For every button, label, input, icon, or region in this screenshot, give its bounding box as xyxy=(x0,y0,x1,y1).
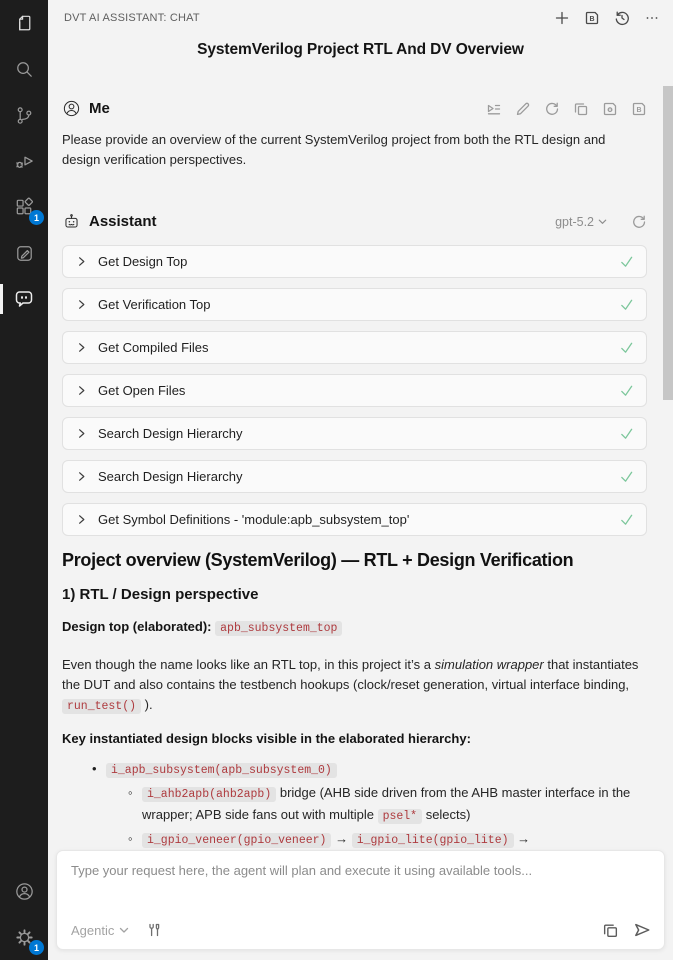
code-chip: psel* xyxy=(378,809,423,824)
copy-message-button[interactable] xyxy=(572,100,589,117)
tool-call-get-compiled-files[interactable]: Get Compiled Files xyxy=(62,331,647,364)
chat-panel xyxy=(48,0,673,960)
svg-text:B: B xyxy=(635,106,642,114)
speech-bubble-robot-icon xyxy=(12,287,36,311)
retry-icon xyxy=(631,214,647,230)
chevron-right-icon xyxy=(75,513,88,526)
sidebar-item-source-control[interactable] xyxy=(0,92,48,138)
check-icon xyxy=(619,469,634,484)
save-markdown-button[interactable] xyxy=(630,100,647,117)
send-button[interactable] xyxy=(632,920,652,940)
assistant-avatar xyxy=(62,212,81,231)
tool-call-get-design-top[interactable]: Get Design Top xyxy=(62,245,647,278)
mode-selector[interactable] xyxy=(71,923,130,938)
panel-title: DVT AI ASSISTANT: CHAT xyxy=(64,12,200,24)
play-with-bug-icon xyxy=(13,150,36,173)
panel-titlebar xyxy=(48,0,673,29)
copy-icon xyxy=(602,922,619,939)
tool-call-get-symbol-definitions[interactable]: Get Symbol Definitions - 'module:apb_subsystem_top' xyxy=(62,503,647,536)
chevron-right-icon xyxy=(75,384,88,397)
activity-bar xyxy=(0,0,48,960)
key-blocks-heading: Key instantiated design blocks visible in the elaborated hierarchy: xyxy=(62,731,471,746)
plus-icon xyxy=(554,10,570,26)
design-top-line: Design top (elaborated): apb_subsystem_top xyxy=(62,617,647,639)
files-icon xyxy=(13,12,36,35)
more-actions-button[interactable] xyxy=(643,9,661,27)
ellipsis-icon xyxy=(644,10,660,26)
run-from-here-icon xyxy=(486,101,502,117)
floppy-b-icon xyxy=(631,101,647,117)
code-chip: run_test() xyxy=(62,699,141,714)
code-chip: i_apb_subsystem(apb_subsystem_0) xyxy=(106,763,337,778)
response-paragraph: Even though the name looks like an RTL top, in this project it’s a simulation wrapper that instantiates the DUT and also contains the testbench hookups (clock/reset generation, virtual interface binding, run_test() ). xyxy=(62,657,639,713)
retry-icon xyxy=(544,101,560,117)
model-selector[interactable] xyxy=(555,215,608,229)
tool-call-search-design-hierarchy-2[interactable]: Search Design Hierarchy xyxy=(62,460,647,493)
mode-label: Agentic xyxy=(71,922,115,938)
prompt-input[interactable] xyxy=(57,851,664,901)
person-circle-icon xyxy=(62,99,81,118)
tools-icon xyxy=(146,922,162,938)
history-icon xyxy=(614,10,630,26)
regenerate-button[interactable] xyxy=(630,213,647,230)
check-icon xyxy=(619,297,634,312)
chevron-right-icon xyxy=(75,298,88,311)
chevron-down-icon xyxy=(118,924,130,936)
svg-text:B: B xyxy=(589,15,595,23)
check-icon xyxy=(619,426,634,441)
assistant-message-header xyxy=(62,212,647,231)
new-chat-button[interactable] xyxy=(553,9,571,27)
user-message-text: Please provide an overview of the current SystemVerilog project from both the RTL design and design verification perspectives. xyxy=(62,132,606,167)
tool-call-search-design-hierarchy-1[interactable]: Search Design Hierarchy xyxy=(62,417,647,450)
chevron-down-icon xyxy=(597,216,608,227)
code-chip: apb_subsystem_top xyxy=(215,621,342,636)
model-label: gpt-5.2 xyxy=(555,214,594,229)
list-item xyxy=(92,759,647,781)
pencil-icon xyxy=(515,101,531,117)
run-from-here-button[interactable] xyxy=(485,100,502,117)
check-icon xyxy=(619,512,634,527)
git-branch-icon xyxy=(13,104,36,127)
chat-session-title: SystemVerilog Project RTL And DV Overview xyxy=(197,41,524,58)
check-icon xyxy=(619,254,634,269)
sidebar-item-dvt-chat[interactable] xyxy=(0,276,48,322)
save-chat-button[interactable] xyxy=(583,9,601,27)
chevron-right-icon xyxy=(75,255,88,268)
copy-prompt-button[interactable] xyxy=(600,920,620,940)
copy-icon xyxy=(573,101,589,117)
retry-button[interactable] xyxy=(543,100,560,117)
tools-button[interactable] xyxy=(146,922,162,938)
sidebar-item-run-debug[interactable] xyxy=(0,138,48,184)
activity-bar-spacer xyxy=(0,322,48,868)
sidebar-item-extensions[interactable] xyxy=(0,184,48,230)
extensions-badge: 1 xyxy=(29,210,44,225)
robot-icon xyxy=(62,212,81,231)
user-author-label: Me xyxy=(89,100,110,117)
assistant-author-label: Assistant xyxy=(89,213,157,230)
sidebar-item-explorer[interactable] xyxy=(0,0,48,46)
save-html-button[interactable] xyxy=(601,100,618,117)
code-chip: i_gpio_lite(gpio_lite) xyxy=(352,833,514,848)
prompt-input-card xyxy=(56,850,665,950)
sidebar-item-notes[interactable] xyxy=(0,230,48,276)
tool-call-get-open-files[interactable]: Get Open Files xyxy=(62,374,647,407)
person-circle-icon xyxy=(13,880,36,903)
check-icon xyxy=(619,340,634,355)
floppy-b-icon xyxy=(584,10,600,26)
input-footer xyxy=(71,920,652,940)
response-subheading: 1) RTL / Design perspective xyxy=(62,586,259,603)
chevron-right-icon xyxy=(75,341,88,354)
chat-body xyxy=(48,99,673,874)
check-icon xyxy=(619,383,634,398)
list-item: ◦ i_gpio_veneer(gpio_veneer) → i_gpio_lite(gpio_lite) → xyxy=(128,829,642,851)
search-icon xyxy=(13,58,36,81)
send-icon xyxy=(633,921,651,939)
code-chip: i_gpio_veneer(gpio_veneer) xyxy=(142,833,331,848)
page-pencil-icon xyxy=(13,242,36,265)
scrollbar-thumb[interactable] xyxy=(663,86,673,400)
settings-badge: 1 xyxy=(29,940,44,955)
edit-message-button[interactable] xyxy=(514,100,531,117)
user-avatar xyxy=(62,99,81,118)
sidebar-item-settings[interactable] xyxy=(0,914,48,960)
code-chip: i_ahb2apb(ahb2apb) xyxy=(142,787,276,802)
list-item: ◦ i_ahb2apb(ahb2apb) bridge (AHB side driven from the AHB master interface in the wrapper; APB side fans out with multiple psel* selects) xyxy=(128,783,642,827)
chevron-right-icon xyxy=(75,427,88,440)
sidebar-item-account[interactable] xyxy=(0,868,48,914)
response-heading: Project overview (SystemVerilog) — RTL + Design Verification xyxy=(62,550,574,570)
tool-call-get-verification-top[interactable]: Get Verification Top xyxy=(62,288,647,321)
user-message-header xyxy=(62,99,647,118)
history-button[interactable] xyxy=(613,9,631,27)
tool-call-list xyxy=(62,245,647,536)
chevron-right-icon xyxy=(75,470,88,483)
sidebar-item-search[interactable] xyxy=(0,46,48,92)
floppy-at-icon xyxy=(602,101,618,117)
